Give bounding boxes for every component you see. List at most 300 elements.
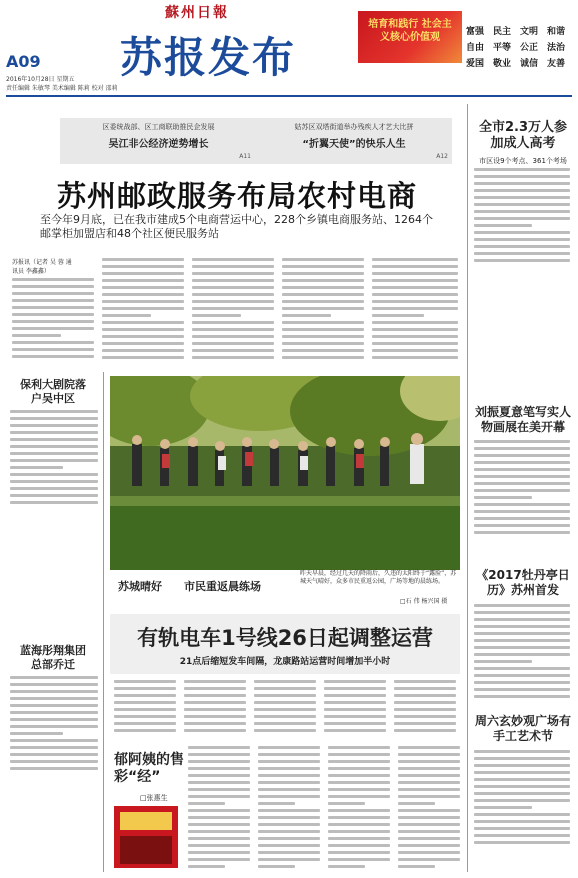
body-text-line: [398, 858, 460, 861]
body-text-line: [474, 252, 570, 255]
body-text-line: [474, 813, 570, 816]
promo-bar: [60, 118, 452, 164]
body-text-line: [188, 753, 250, 756]
body-text-line: [324, 687, 386, 690]
promo-right[interactable]: [260, 122, 448, 160]
body-text-line: [102, 272, 184, 275]
body-text-line: [10, 438, 98, 441]
value-9: 爱国: [466, 59, 485, 69]
body-text-line: [474, 820, 570, 823]
body-text-line: [474, 468, 570, 471]
body-text-line: [282, 356, 364, 359]
body-text-line: [192, 286, 274, 289]
body-text-line: [328, 844, 390, 847]
value-2: 民主: [493, 27, 512, 37]
page-number: A09: [6, 52, 41, 71]
body-text-line: [10, 445, 98, 448]
body-text-line: [474, 531, 570, 534]
body-text-line: [10, 753, 98, 756]
body-text-line: [474, 517, 570, 520]
body-text-line: [372, 321, 458, 324]
body-text-line: [282, 265, 364, 268]
body-text-line: [394, 687, 456, 690]
body-text-line: [474, 524, 570, 527]
body-text-line: [282, 258, 364, 261]
body-text-line: [10, 711, 98, 714]
body-text-line: [328, 746, 390, 749]
body-text-line: [398, 837, 460, 840]
body-text-line: [10, 718, 98, 721]
body-text-line: [114, 687, 176, 690]
value-4: 和谐: [547, 27, 566, 37]
photo-title-1: 苏城晴好: [118, 580, 162, 593]
body-text-line: [328, 830, 390, 833]
body-text-line: [188, 830, 250, 833]
body-text-line: [258, 760, 320, 763]
body-text-line: [12, 341, 94, 344]
body-text-line: [12, 285, 94, 288]
body-text-line: [372, 272, 458, 275]
promo-left[interactable]: [66, 122, 251, 160]
photo-caption: 昨天早晨，经过几天的降雨后，久违的太阳终于“露脸”，苏城天气晴好，众多市民重返公园，广场等地的晨练场。: [300, 570, 457, 585]
promo-right-ref: A12: [436, 153, 448, 160]
body-text-line: [102, 279, 184, 282]
body-text-line: [474, 618, 570, 621]
feature-byline: □张惠生: [140, 794, 168, 802]
body-text-line: [258, 816, 320, 819]
body-text-line: [474, 688, 570, 691]
body-text-line: [474, 778, 570, 781]
value-7: 公正: [520, 43, 539, 53]
body-text-line: [372, 307, 458, 310]
body-text-line: [328, 788, 390, 791]
body-text-line: [398, 767, 460, 770]
body-text-line: [398, 809, 460, 812]
body-text-line: [192, 314, 241, 317]
left-body-1: [10, 410, 98, 508]
body-text-line: [184, 708, 246, 711]
editor-line: 责任编辑 朱敏琴 美术编辑 陈莉 校对 邵莉: [6, 85, 118, 92]
lead-col-5: [372, 258, 458, 363]
body-text-line: [474, 667, 570, 670]
photo-title-2: 市民重返晨练场: [184, 580, 261, 593]
body-text-line: [102, 342, 184, 345]
body-text-line: [258, 809, 320, 812]
body-text-line: [328, 795, 390, 798]
feature-body: [188, 746, 460, 872]
body-text-line: [474, 454, 570, 457]
body-text-line: [474, 203, 570, 206]
body-text-line: [10, 410, 98, 413]
body-text-line: [324, 722, 386, 725]
body-text-line: [324, 708, 386, 711]
body-text-line: [324, 694, 386, 697]
body-text-line: [474, 827, 570, 830]
body-text-line: [372, 258, 458, 261]
promo-left-title: 吴江非公经济逆势增长: [108, 139, 209, 150]
body-text-line: [282, 314, 331, 317]
right-body-4: [474, 750, 570, 848]
lead-body: [12, 258, 458, 366]
body-text-line: [102, 321, 184, 324]
left-divider: [103, 372, 104, 872]
body-text-line: [254, 715, 316, 718]
lead-col-3: [192, 258, 274, 363]
body-text-line: [184, 729, 246, 732]
body-text-line: [184, 722, 246, 725]
body-text-line: [192, 265, 274, 268]
section-title: 苏报发布: [120, 33, 297, 82]
body-text-line: [324, 701, 386, 704]
body-text-line: [258, 844, 320, 847]
body-text-line: [328, 802, 365, 805]
body-text-line: [474, 750, 570, 753]
promo-right-title: “折翼天使”的快乐人生: [302, 139, 406, 150]
body-text-line: [188, 760, 250, 763]
body-text-line: [254, 729, 316, 732]
body-text-line: [328, 760, 390, 763]
body-text-line: [12, 306, 94, 309]
side-divider: [467, 104, 468, 872]
body-text-line: [10, 431, 98, 434]
body-text-line: [372, 349, 458, 352]
body-text-line: [398, 760, 460, 763]
body-text-line: [192, 307, 274, 310]
body-text-line: [114, 694, 176, 697]
date-line: 2016年10月28日 星期五: [6, 76, 75, 83]
body-text-line: [258, 788, 320, 791]
value-8: 法治: [547, 43, 566, 53]
feature-col-2: [258, 746, 320, 872]
body-text-line: [188, 788, 250, 791]
body-text-line: [102, 356, 184, 359]
body-text-line: [188, 781, 250, 784]
body-text-line: [192, 272, 274, 275]
body-text-line: [474, 196, 570, 199]
body-text-line: [254, 708, 316, 711]
body-text-line: [282, 272, 364, 275]
body-text-line: [328, 774, 390, 777]
body-text-line: [188, 809, 250, 812]
body-text-line: [474, 182, 570, 185]
lottery-shop-sign: [120, 812, 172, 830]
body-text-line: [328, 823, 390, 826]
body-text-line: [474, 503, 570, 506]
side-top-subhead: 市区设9个考点、361个考场: [479, 157, 567, 165]
body-text-line: [102, 349, 184, 352]
body-text-line: [324, 729, 386, 732]
side-top-headline: 全市2.3万人参加成人高考: [478, 120, 568, 151]
body-text-line: [10, 767, 98, 770]
tram-subhead: 21点后缩短发车间隔，龙康路站运营时间增加半小时: [179, 657, 391, 667]
body-text-line: [474, 259, 570, 262]
body-text-line: [474, 653, 570, 656]
body-text-line: [474, 440, 570, 443]
body-text-line: [10, 417, 98, 420]
value-5: 自由: [466, 43, 485, 53]
body-text-line: [474, 175, 570, 178]
body-text-line: [192, 328, 274, 331]
body-text-line: [398, 795, 460, 798]
body-text-line: [192, 356, 274, 359]
body-text-line: [328, 851, 390, 854]
body-text-line: [474, 646, 570, 649]
body-text-line: [102, 335, 184, 338]
body-text-line: [114, 680, 176, 683]
body-text-line: [398, 774, 460, 777]
promo-left-ref: A11: [239, 153, 251, 160]
body-text-line: [102, 286, 184, 289]
body-text-line: [10, 480, 98, 483]
body-text-line: [188, 816, 250, 819]
right-headline-4: 周六玄妙观广场有手工艺术节: [474, 714, 571, 743]
body-text-line: [258, 858, 320, 861]
body-text-line: [474, 447, 570, 450]
body-text-line: [372, 356, 458, 359]
body-text-line: [324, 715, 386, 718]
body-text-line: [282, 335, 364, 338]
body-text-line: [394, 701, 456, 704]
body-text-line: [258, 746, 320, 749]
value-11: 诚信: [520, 59, 539, 69]
body-text-line: [258, 774, 320, 777]
body-text-line: [474, 238, 570, 241]
body-text-line: [474, 806, 532, 809]
core-values-grid: [466, 24, 574, 69]
body-text-line: [372, 265, 458, 268]
feature-col-4: [398, 746, 460, 872]
body-text-line: [188, 851, 250, 854]
value-10: 敬业: [493, 59, 512, 69]
body-text-line: [398, 865, 435, 868]
body-text-line: [184, 694, 246, 697]
body-text-line: [282, 300, 364, 303]
body-text-line: [12, 355, 94, 358]
body-text-line: [474, 681, 570, 684]
body-text-line: [474, 695, 570, 698]
body-text-line: [474, 224, 532, 227]
body-text-line: [192, 342, 274, 345]
body-text-line: [12, 348, 94, 351]
body-text-line: [12, 292, 94, 295]
body-text-line: [324, 680, 386, 683]
body-text-line: [254, 701, 316, 704]
body-text-line: [474, 785, 570, 788]
promo-right-kicker: 姑苏区双塔街道举办残疾人才艺大比拼: [294, 123, 414, 131]
body-text-line: [398, 830, 460, 833]
body-text-line: [474, 461, 570, 464]
body-text-line: [282, 286, 364, 289]
values-banner: [358, 11, 462, 63]
body-text-line: [12, 320, 94, 323]
body-text-line: [192, 321, 274, 324]
body-text-line: [192, 293, 274, 296]
body-text-line: [114, 701, 176, 704]
body-text-line: [474, 764, 570, 767]
body-text-line: [372, 314, 424, 317]
body-text-line: [282, 307, 364, 310]
body-text-line: [254, 680, 316, 683]
body-text-line: [12, 299, 94, 302]
promo-left-kicker: 区委统战部、区工商联助推民企发展: [102, 123, 215, 131]
body-text-line: [10, 473, 98, 476]
body-text-line: [10, 501, 98, 504]
body-text-line: [474, 632, 570, 635]
body-text-line: [258, 795, 320, 798]
body-text-line: [282, 279, 364, 282]
body-text-line: [10, 739, 98, 742]
body-text-line: [258, 865, 295, 868]
body-text-line: [398, 781, 460, 784]
body-text-line: [254, 694, 316, 697]
body-text-line: [184, 715, 246, 718]
body-text-line: [192, 300, 274, 303]
lottery-shop-window: [120, 836, 172, 864]
body-text-line: [102, 307, 184, 310]
body-text-line: [328, 809, 390, 812]
body-text-line: [10, 725, 98, 728]
body-text-line: [398, 788, 460, 791]
body-text-line: [474, 210, 570, 213]
body-text-line: [328, 767, 390, 770]
body-text-line: [474, 799, 570, 802]
body-text-line: [258, 767, 320, 770]
body-text-line: [114, 715, 176, 718]
body-text-line: [10, 690, 98, 693]
body-text-line: [102, 314, 151, 317]
left-headline-2: 蓝海彤翔集团总部乔迁: [20, 644, 86, 671]
body-text-line: [258, 781, 320, 784]
body-text-line: [10, 697, 98, 700]
body-text-line: [188, 802, 225, 805]
body-text-line: [372, 286, 458, 289]
body-text-line: [394, 729, 456, 732]
body-text-line: [372, 342, 458, 345]
body-text-line: [188, 844, 250, 847]
body-text-line: [398, 802, 435, 805]
body-text-line: [10, 466, 63, 469]
body-text-line: [184, 687, 246, 690]
body-text-line: [102, 265, 184, 268]
body-text-line: [394, 708, 456, 711]
body-text-line: [474, 245, 570, 248]
body-text-line: [474, 475, 570, 478]
body-text-line: [474, 489, 570, 492]
body-text-line: [258, 753, 320, 756]
tram-col-2: [184, 680, 246, 736]
body-text-line: [12, 327, 94, 330]
body-text-line: [188, 823, 250, 826]
body-text-line: [328, 837, 390, 840]
body-text-line: [372, 335, 458, 338]
body-text-line: [474, 168, 570, 171]
photo-credit: □石 伟 杨兴国 摄: [400, 598, 448, 605]
body-text-line: [474, 189, 570, 192]
body-text-line: [192, 349, 274, 352]
body-text-line: [398, 823, 460, 826]
value-12: 友善: [547, 59, 566, 69]
body-text-line: [258, 837, 320, 840]
body-text-line: [282, 321, 364, 324]
body-text-line: [12, 278, 94, 281]
right-headline-3: 《2017牡丹亭日历》苏州首发: [476, 568, 570, 597]
body-text-line: [102, 293, 184, 296]
right-headline-2: 刘振夏意笔写实人物画展在美开幕: [474, 405, 571, 434]
body-text-line: [10, 452, 98, 455]
side-top-body: [474, 168, 570, 266]
value-1: 富强: [466, 27, 485, 37]
body-text-line: [328, 858, 390, 861]
body-text-line: [328, 865, 365, 868]
body-text-line: [114, 722, 176, 725]
body-text-line: [10, 746, 98, 749]
body-text-line: [12, 334, 61, 337]
tram-col-3: [254, 680, 316, 736]
body-text-line: [10, 676, 98, 679]
body-text-line: [474, 611, 570, 614]
right-body-2: [474, 440, 570, 538]
body-text-line: [474, 510, 570, 513]
body-text-line: [188, 865, 225, 868]
body-text-line: [474, 674, 570, 677]
body-text-line: [398, 816, 460, 819]
body-text-line: [474, 231, 570, 234]
body-text-line: [474, 834, 570, 837]
body-text-line: [282, 349, 364, 352]
body-text-line: [254, 687, 316, 690]
body-text-line: [10, 459, 98, 462]
body-text-line: [372, 328, 458, 331]
paper-name: 蘇州日報: [165, 5, 229, 21]
tram-col-4: [324, 680, 386, 736]
body-text-line: [192, 335, 274, 338]
lead-headline: 苏州邮政服务布局农村电商: [56, 179, 417, 213]
body-text-line: [372, 300, 458, 303]
body-text-line: [474, 625, 570, 628]
body-text-line: [10, 683, 98, 686]
body-text-line: [474, 639, 570, 642]
left-headline-1: 保利大剧院落户吴中区: [20, 378, 86, 405]
feature-col-3: [328, 746, 390, 872]
feature-headline: 郁阿姨的售彩“经”: [114, 752, 184, 785]
body-text-line: [474, 496, 532, 499]
body-text-line: [10, 760, 98, 763]
body-text-line: [372, 293, 458, 296]
body-text-line: [254, 722, 316, 725]
body-text-line: [188, 767, 250, 770]
body-text-line: [474, 217, 570, 220]
body-text-line: [188, 858, 250, 861]
body-text-line: [192, 258, 274, 261]
photo-illustration: [110, 376, 460, 570]
lead-subhead: 至今年9月底，已在我市建成5个电商营运中心，228个乡镇电商服务站、1264个邮掌柜加盟店和48个社区便民服务站: [40, 213, 433, 240]
body-text-line: [114, 708, 176, 711]
lead-col-2: [102, 258, 184, 363]
body-text-line: [10, 424, 98, 427]
body-text-line: [258, 823, 320, 826]
body-text-line: [188, 774, 250, 777]
body-text-line: [188, 795, 250, 798]
body-text-line: [10, 732, 63, 735]
body-text-line: [184, 680, 246, 683]
value-6: 平等: [493, 43, 512, 53]
body-text-line: [328, 781, 390, 784]
left-body-2: [10, 676, 98, 774]
body-text-line: [102, 258, 184, 261]
body-text-line: [474, 841, 570, 844]
value-3: 文明: [520, 27, 539, 37]
body-text-line: [10, 487, 98, 490]
